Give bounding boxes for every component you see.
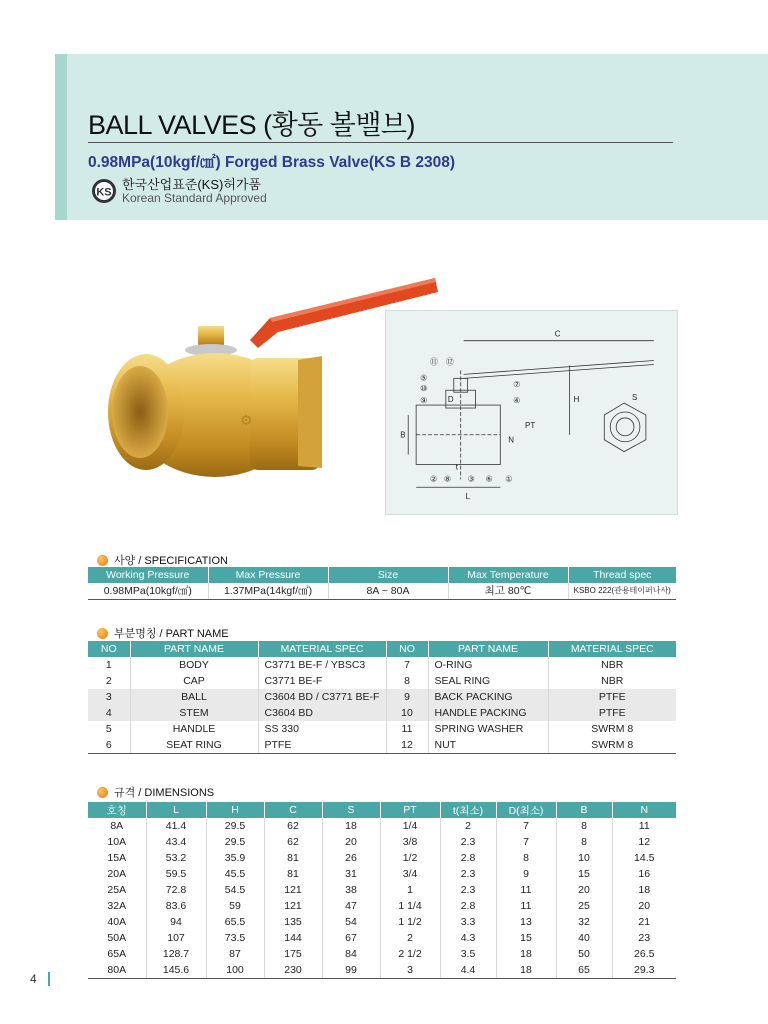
dim-cell: 87 bbox=[206, 946, 264, 962]
dim-label-d: D bbox=[447, 395, 454, 405]
dim-label-l: L bbox=[465, 492, 471, 502]
dim-cell: 128.7 bbox=[146, 946, 206, 962]
dim-cell: 25A bbox=[88, 882, 146, 898]
svg-text:⚙: ⚙ bbox=[240, 412, 253, 428]
table-row bbox=[88, 721, 676, 737]
part-name: BALL bbox=[130, 689, 258, 705]
table-row bbox=[88, 850, 676, 866]
dim-cell: 26 bbox=[322, 850, 380, 866]
spec-working-pressure: 0.98MPa(10kgf/㎠) bbox=[88, 583, 208, 599]
dim-cell: 2.3 bbox=[440, 882, 496, 898]
parts-header: PART NAME bbox=[130, 641, 258, 657]
dim-cell: 1/2 bbox=[380, 850, 440, 866]
callout-8: ⑧ bbox=[443, 474, 451, 484]
part-no: 2 bbox=[88, 673, 130, 689]
part-name: NUT bbox=[428, 737, 548, 753]
dim-cell: 4.3 bbox=[440, 930, 496, 946]
part-material: NBR bbox=[601, 675, 624, 687]
table-row bbox=[88, 689, 676, 705]
dim-cell: 8A bbox=[88, 818, 146, 834]
dim-cell: 2.3 bbox=[440, 866, 496, 882]
spec-max-temperature: 최고 80℃ bbox=[448, 583, 568, 599]
dim-cell: 54 bbox=[322, 914, 380, 930]
dim-cell: 14.5 bbox=[634, 852, 655, 864]
table-row bbox=[88, 657, 676, 673]
dim-label-b: B bbox=[400, 430, 406, 440]
page-number-bar bbox=[48, 972, 50, 986]
ks-logo-text: KS bbox=[96, 186, 112, 199]
page-subtitle: 0.98MPa(10kgf/㎠) Forged Brass Valve(KS B 2308) bbox=[88, 154, 455, 171]
dim-cell: 1/4 bbox=[380, 818, 440, 834]
dim-cell: 80A bbox=[88, 962, 146, 978]
callout-12: ⑫ bbox=[445, 357, 454, 367]
part-material: PTFE bbox=[258, 737, 386, 753]
table-row bbox=[88, 583, 676, 599]
dim-cell: 11 bbox=[496, 882, 556, 898]
dim-cell: 11 bbox=[496, 898, 556, 914]
dim-cell: 47 bbox=[322, 898, 380, 914]
spec-header: Thread spec bbox=[568, 567, 676, 583]
dim-cell: 2.3 bbox=[440, 834, 496, 850]
part-no: 5 bbox=[88, 721, 130, 737]
dim-cell: 29.5 bbox=[206, 834, 264, 850]
dim-header: B bbox=[556, 802, 612, 818]
dim-cell: 12 bbox=[638, 836, 651, 848]
part-name: BACK PACKING bbox=[428, 689, 548, 705]
dim-cell: 50 bbox=[556, 946, 612, 962]
page-number: 4 bbox=[30, 972, 37, 986]
table-row bbox=[88, 866, 676, 882]
dim-label-s: S bbox=[632, 393, 638, 403]
dim-cell: 16 bbox=[638, 868, 651, 880]
spec-header: Size bbox=[328, 567, 448, 583]
table-row bbox=[88, 834, 676, 850]
callout-9: ⑨ bbox=[420, 396, 428, 406]
dim-cell: 7 bbox=[496, 834, 556, 850]
dim-cell: 8 bbox=[496, 850, 556, 866]
dim-cell: 65 bbox=[556, 962, 612, 978]
dim-cell: 81 bbox=[264, 850, 322, 866]
part-no: 8 bbox=[386, 673, 428, 689]
table-row bbox=[88, 818, 676, 834]
dim-cell: 13 bbox=[496, 914, 556, 930]
dim-cell: 8 bbox=[556, 834, 612, 850]
page-title: BALL VALVES (황동 볼밸브) bbox=[88, 110, 415, 140]
dim-cell: 144 bbox=[264, 930, 322, 946]
part-material: PTFE bbox=[548, 705, 676, 721]
dim-cell: 65A bbox=[88, 946, 146, 962]
part-name: O-RING bbox=[428, 657, 548, 673]
dim-cell: 32A bbox=[88, 898, 146, 914]
header-accent bbox=[55, 54, 67, 220]
dim-header: t(최소) bbox=[440, 802, 496, 818]
callout-3: ③ bbox=[467, 474, 475, 484]
dim-header: S bbox=[322, 802, 380, 818]
dim-cell: 29.5 bbox=[206, 818, 264, 834]
dim-cell: 62 bbox=[264, 834, 322, 850]
dim-cell: 50A bbox=[88, 930, 146, 946]
parts-header: NO bbox=[88, 641, 130, 657]
dim-cell: 107 bbox=[146, 930, 206, 946]
dim-cell: 135 bbox=[264, 914, 322, 930]
part-name: STEM bbox=[130, 705, 258, 721]
dim-cell: 10A bbox=[88, 834, 146, 850]
part-name: SPRING WASHER bbox=[428, 721, 548, 737]
table-row bbox=[88, 930, 676, 946]
orange-bullet-icon bbox=[97, 628, 108, 639]
dim-cell: 62 bbox=[264, 818, 322, 834]
part-material: C3604 BD bbox=[258, 705, 386, 721]
dim-cell: 11 bbox=[638, 820, 650, 832]
callout-10: ⑩ bbox=[420, 384, 428, 394]
dim-cell: 10 bbox=[556, 850, 612, 866]
dim-header: D(최소) bbox=[496, 802, 556, 818]
parts-header: PART NAME bbox=[428, 641, 548, 657]
dim-label-c: C bbox=[554, 329, 561, 339]
valve-bore bbox=[112, 366, 168, 458]
part-name: HANDLE PACKING bbox=[428, 705, 548, 721]
part-no: 3 bbox=[88, 689, 130, 705]
dim-cell: 3/4 bbox=[380, 866, 440, 882]
table-row bbox=[88, 946, 676, 962]
dim-label-h: H bbox=[573, 395, 580, 405]
part-material: NBR bbox=[601, 659, 624, 671]
orange-bullet-icon bbox=[97, 555, 108, 566]
dim-header: 호칭 bbox=[88, 802, 146, 818]
orange-bullet-icon bbox=[97, 787, 108, 798]
dim-label-t: t bbox=[455, 462, 458, 472]
part-material: PTFE bbox=[548, 689, 676, 705]
table-row bbox=[88, 898, 676, 914]
part-name: SEAL RING bbox=[428, 673, 548, 689]
dim-cell: 18 bbox=[496, 946, 556, 962]
dim-cell: 40A bbox=[88, 914, 146, 930]
dim-cell: 3.5 bbox=[440, 946, 496, 962]
dim-cell: 35.9 bbox=[206, 850, 264, 866]
dim-cell: 20 bbox=[638, 900, 651, 912]
dim-header: C bbox=[264, 802, 322, 818]
dim-cell: 2 1/2 bbox=[380, 946, 440, 962]
ks-mark-icon bbox=[91, 178, 117, 204]
dim-cell: 15A bbox=[88, 850, 146, 866]
part-name: SEAT RING bbox=[130, 737, 258, 753]
dim-header: N bbox=[612, 802, 676, 818]
dim-cell: 53.2 bbox=[146, 850, 206, 866]
part-no: 7 bbox=[386, 657, 428, 673]
dim-cell: 94 bbox=[146, 914, 206, 930]
dim-cell: 3 bbox=[380, 962, 440, 978]
callout-11: ⑪ bbox=[430, 357, 438, 367]
dim-cell: 2 bbox=[380, 930, 440, 946]
dim-label-pt: PT bbox=[525, 420, 536, 430]
dim-cell: 26.5 bbox=[634, 948, 655, 960]
dim-cell: 59.5 bbox=[146, 866, 206, 882]
dim-cell: 15 bbox=[496, 930, 556, 946]
callout-6: ⑥ bbox=[485, 474, 493, 484]
part-material: C3771 BE-F / YBSC3 bbox=[258, 657, 386, 673]
part-no: 1 bbox=[88, 657, 130, 673]
dim-cell: 59 bbox=[206, 898, 264, 914]
spec-size: 8A ~ 80A bbox=[328, 583, 448, 599]
ks-approval-korean: 한국산업표준(KS)허가품 bbox=[122, 177, 262, 192]
spec-header: Max Pressure bbox=[208, 567, 328, 583]
dim-cell: 43.4 bbox=[146, 834, 206, 850]
dim-cell: 1 1/2 bbox=[380, 914, 440, 930]
dim-cell: 1 bbox=[380, 882, 440, 898]
dim-cell: 175 bbox=[264, 946, 322, 962]
dim-cell: 18 bbox=[322, 818, 380, 834]
dim-cell: 3.3 bbox=[440, 914, 496, 930]
dim-cell: 84 bbox=[322, 946, 380, 962]
table-row bbox=[88, 914, 676, 930]
part-material: C3771 BE-F bbox=[258, 673, 386, 689]
part-material: SS 330 bbox=[258, 721, 386, 737]
part-no: 4 bbox=[88, 705, 130, 721]
dim-cell: 2.8 bbox=[440, 850, 496, 866]
dim-cell: 83.6 bbox=[146, 898, 206, 914]
callout-1: ① bbox=[505, 474, 513, 484]
part-name: HANDLE bbox=[130, 721, 258, 737]
dim-cell: 8 bbox=[556, 818, 612, 834]
dim-cell: 23 bbox=[638, 932, 651, 944]
dim-cell: 25 bbox=[556, 898, 612, 914]
dim-cell: 15 bbox=[556, 866, 612, 882]
part-no: 9 bbox=[386, 689, 428, 705]
spec-section-heading: 사양 / SPECIFICATION bbox=[97, 552, 228, 568]
dim-cell: 4.4 bbox=[440, 962, 496, 978]
dim-cell: 1 1/4 bbox=[380, 898, 440, 914]
dim-cell: 121 bbox=[264, 898, 322, 914]
dim-cell: 9 bbox=[496, 866, 556, 882]
part-material: SWRM 8 bbox=[591, 723, 634, 735]
part-no: 11 bbox=[386, 721, 428, 737]
dim-label-n: N bbox=[508, 435, 514, 445]
dimensions-table bbox=[88, 802, 676, 979]
spec-thread: KSBO 222(관용테이퍼나사) bbox=[568, 583, 676, 599]
table-row bbox=[88, 705, 676, 721]
parts-header: MATERIAL SPEC bbox=[548, 641, 676, 657]
part-no: 6 bbox=[88, 737, 130, 753]
dim-cell: 41.4 bbox=[146, 818, 206, 834]
dim-cell: 2 bbox=[440, 818, 496, 834]
dim-cell: 32 bbox=[556, 914, 612, 930]
dim-header: H bbox=[206, 802, 264, 818]
dim-cell: 230 bbox=[264, 962, 322, 978]
dim-header: PT bbox=[380, 802, 440, 818]
dimensions-body bbox=[88, 818, 676, 978]
dimensions-section-heading: 규격 / DIMENSIONS bbox=[97, 784, 214, 800]
dim-cell: 3/8 bbox=[380, 834, 440, 850]
dim-cell: 20 bbox=[556, 882, 612, 898]
callout-2: ② bbox=[430, 474, 438, 484]
dim-cell: 21 bbox=[638, 916, 651, 928]
dim-cell: 18 bbox=[638, 884, 651, 896]
dim-cell: 72.8 bbox=[146, 882, 206, 898]
dim-cell: 31 bbox=[322, 866, 380, 882]
dim-cell: 29.3 bbox=[612, 962, 676, 978]
dim-cell: 38 bbox=[322, 882, 380, 898]
parts-header: MATERIAL SPEC bbox=[258, 641, 386, 657]
dim-cell: 45.5 bbox=[206, 866, 264, 882]
spec-table bbox=[88, 567, 676, 600]
part-no: 10 bbox=[386, 705, 428, 721]
dim-cell: 73.5 bbox=[206, 930, 264, 946]
part-name: CAP bbox=[130, 673, 258, 689]
dim-cell: 7 bbox=[496, 818, 556, 834]
ks-approval-english: Korean Standard Approved bbox=[122, 191, 267, 205]
part-name: BODY bbox=[130, 657, 258, 673]
dim-cell: 54.5 bbox=[206, 882, 264, 898]
table-row bbox=[88, 737, 676, 753]
dim-cell: 81 bbox=[264, 866, 322, 882]
callout-7: ⑦ bbox=[513, 380, 521, 390]
part-material: C3604 BD / C3771 BE-F bbox=[258, 689, 386, 705]
dim-header: L bbox=[146, 802, 206, 818]
dim-cell: 20 bbox=[322, 834, 380, 850]
part-material: SWRM 8 bbox=[548, 737, 676, 753]
callout-4: ④ bbox=[513, 396, 521, 406]
dim-cell: 2.8 bbox=[440, 898, 496, 914]
table-row bbox=[88, 882, 676, 898]
dim-cell: 121 bbox=[264, 882, 322, 898]
spec-header: Max Temperature bbox=[448, 567, 568, 583]
parts-header: NO bbox=[386, 641, 428, 657]
dim-cell: 67 bbox=[322, 930, 380, 946]
dim-cell: 145.6 bbox=[146, 962, 206, 978]
parts-section-heading: 부분명칭 / PART NAME bbox=[97, 625, 229, 641]
callout-5: ⑤ bbox=[420, 373, 428, 383]
dim-cell: 18 bbox=[496, 962, 556, 978]
title-rule bbox=[88, 142, 673, 143]
spec-header: Working Pressure bbox=[88, 567, 208, 583]
dim-cell: 20A bbox=[88, 866, 146, 882]
parts-table bbox=[88, 641, 676, 754]
table-row bbox=[88, 962, 676, 978]
dim-cell: 100 bbox=[206, 962, 264, 978]
part-no: 12 bbox=[386, 737, 428, 753]
spec-max-pressure: 1.37MPa(14kgf/㎠) bbox=[208, 583, 328, 599]
dim-cell: 40 bbox=[556, 930, 612, 946]
table-row bbox=[88, 673, 676, 689]
dim-cell: 99 bbox=[322, 962, 380, 978]
technical-drawing bbox=[385, 310, 678, 515]
dim-cell: 65.5 bbox=[206, 914, 264, 930]
